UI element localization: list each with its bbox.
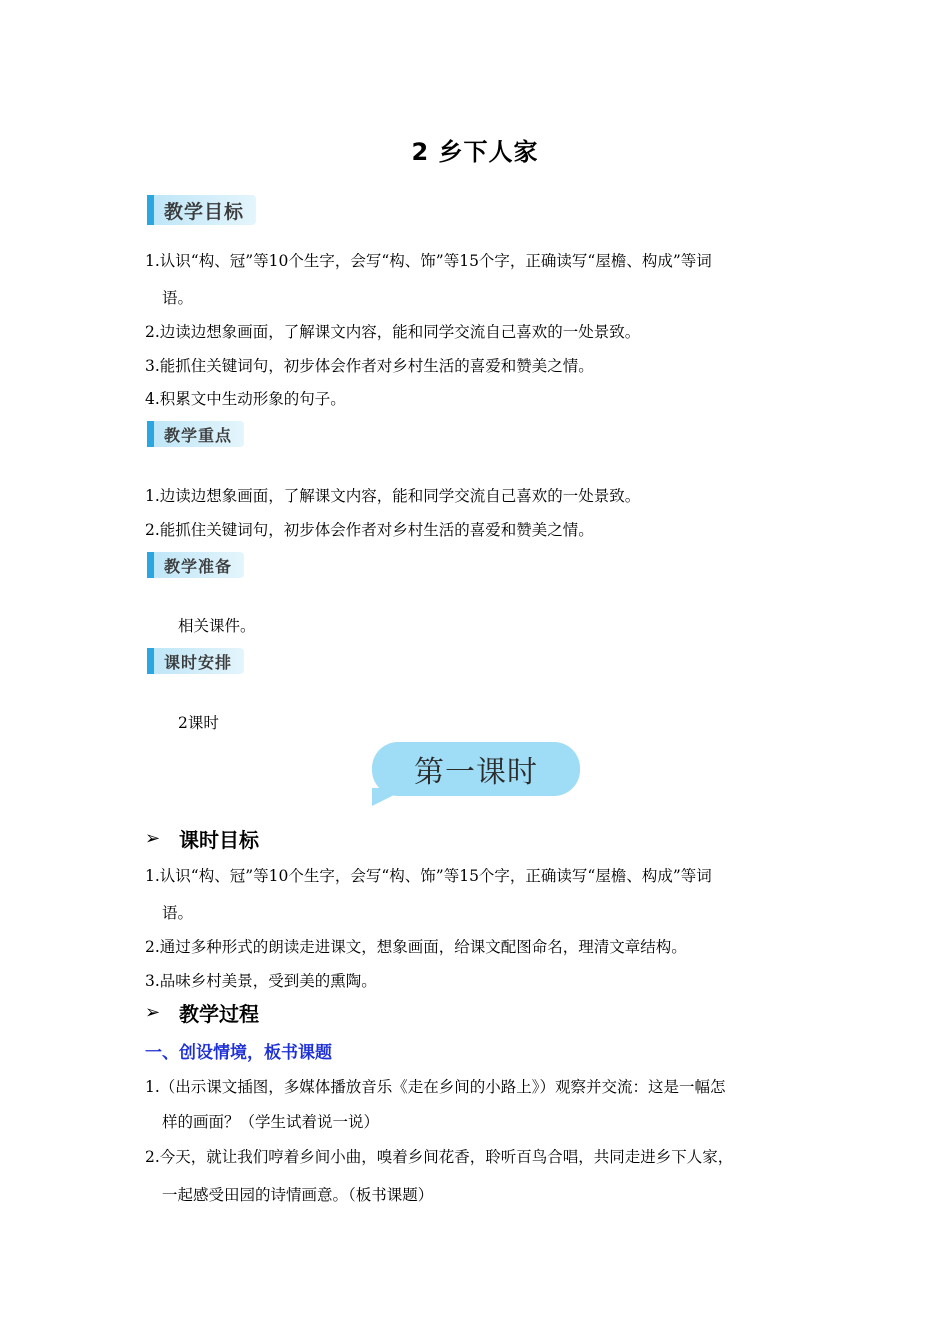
lesson-objectives-heading-label: 课时目标 [179,828,259,852]
lesson-objective-line-3: 3.品味乡村美景，受到美的熏陶。 [145,972,377,990]
key-points-heading: 教学重点 [147,421,244,447]
process-heading-label: 教学过程 [179,1002,259,1026]
objective-line-1-cont: 语。 [162,289,194,307]
key-point-line-1: 1.边读边想象画面，了解课文内容，能和同学交流自己喜欢的一处景致。 [145,487,641,505]
process-heading [145,998,259,1027]
lesson-objectives-heading [145,824,259,853]
objectives-heading: 教学目标 [147,195,256,225]
page-title: 2 乡下人家 [411,138,539,166]
schedule-heading: 课时安排 [147,648,244,674]
arrow-bullet-icon: ➢ [145,1002,161,1023]
lesson-objective-line-1: 1.认识“构、冠”等10个生字，会写“构、饰”等15个字，正确读写“屋檐、构成”等词 [145,867,712,885]
lesson-objective-line-2: 2.通过多种形式的朗读走进课文，想象画面，给课文配图命名，理清文章结构。 [145,938,687,956]
preparation-text: 相关课件。 [178,617,256,635]
objective-line-3: 3.能抓住关键词句，初步体会作者对乡村生活的喜爱和赞美之情。 [145,357,594,375]
preparation-heading: 教学准备 [147,552,244,578]
key-point-line-2: 2.能抓住关键词句，初步体会作者对乡村生活的喜爱和赞美之情。 [145,521,594,539]
schedule-text: 2课时 [178,714,219,732]
step-one-heading: 一、创设情境，板书课题 [145,1043,332,1063]
step-one-line-1: 1.（出示课文插图，多媒体播放音乐《走在乡间的小路上》）观察并交流：这是一幅怎 [145,1078,726,1096]
objective-line-1: 1.认识“构、冠”等10个生字，会写“构、饰”等15个字，正确读写“屋檐、构成”等词 [145,252,712,270]
arrow-bullet-icon: ➢ [145,828,161,849]
banner-tail [372,788,412,808]
lesson-one-banner-label: 第一课时 [414,755,538,790]
objective-line-4: 4.积累文中生动形象的句子。 [145,390,346,408]
step-one-line-1-cont: 样的画面？（学生试着说一说） [162,1113,380,1131]
lesson-objective-line-1-cont: 语。 [162,904,194,922]
step-one-line-2: 2.今天，就让我们哼着乡间小曲，嗅着乡间花香，聆听百鸟合唱，共同走进乡下人家， [145,1148,734,1166]
objective-line-2: 2.边读边想象画面，了解课文内容，能和同学交流自己喜欢的一处景致。 [145,323,641,341]
step-one-line-2-cont: 一起感受田园的诗情画意。（板书课题） [162,1186,434,1204]
